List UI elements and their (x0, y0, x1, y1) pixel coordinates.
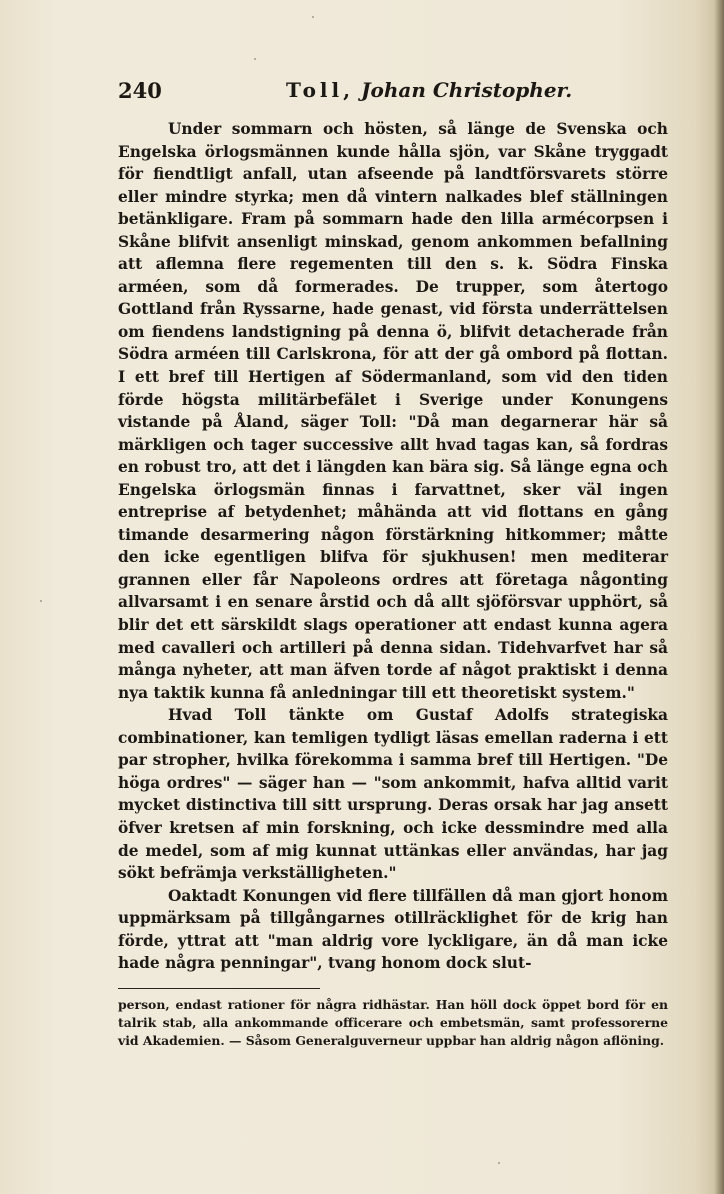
body-text (118, 118, 668, 975)
paper-speck (498, 1162, 500, 1164)
page-number: 240 (118, 78, 162, 103)
paper-speck (40, 600, 42, 602)
paragraph-2: Hvad Toll tänkte om Gustaf Adolfs strategiska combinationer, kan temligen tydligt läsas emellan raderna i ett par stropher, hvilka förekomma i samma bref till Hertigen. "De höga ordres" — säger han — "som ankommit, hafva alltid varit mycket distinctiva till sitt ursprung. Deras orsak har jag ansett öfver kretsen af min forskning, och icke dessmindre med alla de medel, som af mig kunnat uttänkas eller användas, har jag sökt befrämja verkställigheten." (118, 706, 668, 883)
page-header (118, 78, 668, 108)
paper-speck (312, 16, 314, 18)
running-head (286, 78, 572, 102)
footnote-rule (118, 988, 320, 989)
paper-speck (254, 58, 256, 60)
running-head-surname: Toll, (286, 78, 355, 102)
paragraph-3: Oaktadt Konungen vid flere tillfällen då man gjort honom uppmärksam på tillgångarnes otillräcklighet för de krig han förde, yttrat att "man aldrig vore lyckligare, än då man icke hade några penningar", tvang honom dock slut- (118, 886, 668, 973)
running-head-given-name: Johan Christopher. (361, 78, 573, 102)
paragraph-1: Under sommarn och hösten, så länge de Svenska och Engelska örlogsmännen kunde hålla sjön, var Skåne tryggadt för fiendtligt anfall, utan afseende på landtförsvarets större eller mindre styrka; men då vintern nalkades blef ställningen betänkligare. Fram på sommarn hade den lilla armécorpsen i Skåne blifvit ansenligt minskad, genom ankommen befallning att aflemna flere regementen till den s. k. Södra Finska arméen, som då formerades. De trupper, som återtogo Gottland från Ryssarne, hade genast, vid första underrättelsen om fiendens landstigning på denna ö, blifvit detacherade från Södra arméen till Carlskrona, för att der gå ombord på flottan. I ett bref till Hertigen af Södermanland, som vid den tiden förde högsta militärbefälet i Sverige under Konungens vistande på Åland, säger Toll: "Då man degarnerar här så märkligen och tager successive allt hvad tagas kan, så fordras en robust tro, att det i längden kan bära sig. Så länge egna och Engelska örlogsmän finnas i farvattnet, sker väl ingen entreprise af betydenhet; måhända att vid flottans en gång timande desarmering någon förstärkning hitkommer; måtte den icke egentligen blifva för sjukhusen! men mediterar grannen eller får Napoleons ordres att företaga någonting allvarsamt i en senare årstid och då allt sjöförsvar upphört, så blir det ett särskildt slags operationer att endast kunna agera med cavalleri och artilleri på denna sidan. Tidehvarfvet har så många nyheter, att man äfven torde af något praktiskt i denna nya taktik kunna få anledningar till ett theoretiskt system." (118, 120, 668, 702)
footnote: person, endast rationer för några ridhästar. Han höll dock öppet bord för en talrik stab, alla ankommande officerare och embetsmän, samt professorerne vid Akademien. — Såsom Generalguverneur uppbar han aldrig någon aflöning. (118, 997, 668, 1048)
page-edge-shadow (714, 0, 724, 1194)
